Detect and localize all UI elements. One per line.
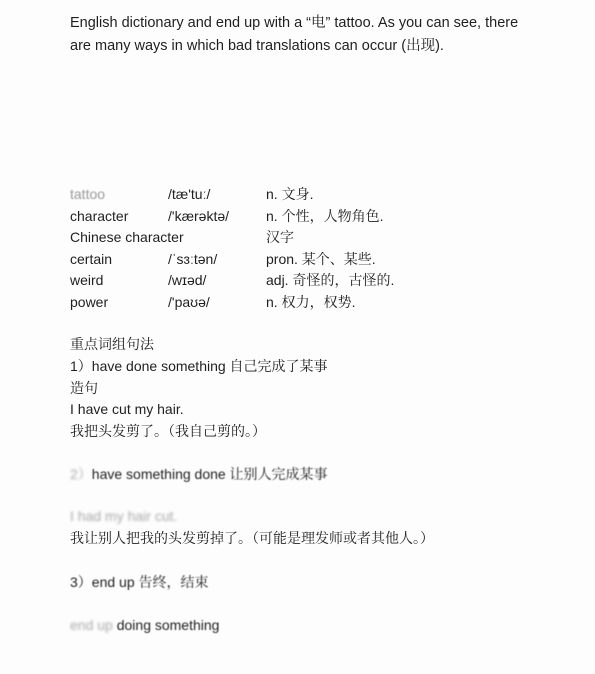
vocabulary-table [70,184,570,313]
phrase-item-3 [70,572,209,593]
vocab-word: power [70,293,109,310]
example-label: 造句 [70,380,98,396]
vocab-meaning: adj. 奇怪的，古怪的. [266,272,395,288]
vocab-row [70,270,570,292]
example-2-sentence-en-text: I had my hair cut. [70,508,178,524]
phrase-item-1: 1）have done something 自己完成了某事 [70,358,328,374]
vocab-meaning: n. 权力，权势. [266,293,356,310]
vocab-phonetic: /'kærəktə/ [168,207,230,224]
vocab-row [70,184,570,206]
phrase-item-3-example [70,615,219,636]
example-2-sentence-zh: 我让别人把我的头发剪掉了。（可能是理发师或者其他人。） [70,530,434,546]
vocab-meaning: 汉字 [266,229,294,245]
vocab-word: weird [70,272,104,288]
phrase-item-3-example-text: doing something [116,617,220,633]
vocab-phonetic: /wɪəd/ [168,272,207,288]
vocab-phonetic: /tæ'tuː/ [168,186,211,202]
vocab-row [70,206,570,228]
vocab-word: tattoo [70,186,106,202]
vocab-row [70,249,570,271]
vocab-word: Chinese character [70,229,184,245]
example-2-sentence-en [70,506,177,527]
vocab-row [70,292,570,314]
vocab-word: character [70,207,129,224]
phrase-item-3-example-prefix: end up [70,617,113,633]
phrase-item-2-number: 2） [70,466,92,482]
intro-paragraph [70,12,570,58]
vocab-phonetic: /ˈsɜːtən/ [168,250,218,267]
vocab-word: certain [70,250,113,267]
vocab-phonetic: /'paʊə/ [168,293,210,310]
vocab-meaning: n. 个性，人物角色. [266,207,384,224]
phrase-item-3-number: 3） [70,574,92,590]
phrases-heading: 重点词组句法 [70,336,154,352]
intro-line-1: English dictionary and end up with a “电” tattoo. As you can see, there [70,15,519,31]
vocab-row [70,227,570,249]
phrase-item-2-text: have something done 让别人完成某事 [91,466,328,482]
phrase-item-3-text: end up 告终，结束 [91,574,209,590]
phrase-item-2 [70,464,328,485]
vocab-meaning: pron. 某个、某些. [266,250,376,267]
example-sentence-zh: 我把头发剪了。（我自己剪的。） [70,423,266,439]
intro-line-2: are many ways in which bad translations can occur (出现). [70,38,444,54]
example-sentence-en: I have cut my hair. [70,401,184,417]
vocab-meaning: n. 文身. [266,186,314,202]
